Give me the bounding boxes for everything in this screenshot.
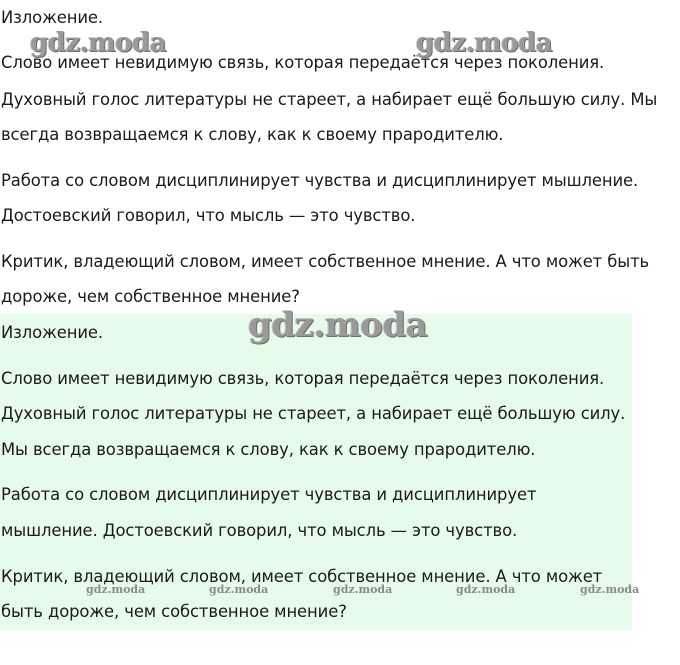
watermark-logo: gdz.moda [30,28,167,58]
text-line: дороже, чем собственное мнение? [1,287,300,306]
text-line: Критик, владеющий словом, имеет собственное мнение. А что может быть [1,252,650,271]
watermark-logo: gdz.moda [209,583,269,596]
text-line: Критик, владеющий словом, имеет собственное мнение. А что может [1,567,603,586]
watermark-logo: gdz.moda [580,583,640,596]
text-line: Слово имеет невидимую связь, которая передаётся через поколения. [1,53,605,72]
watermark-logo: gdz.moda [456,583,516,596]
text-line: всегда возвращаемся к слову, как к своему прародителю. [1,125,504,144]
watermark-logo: gdz.moda [248,305,428,345]
text-line: быть дороже, чем собственное мнение? [1,602,347,621]
text-line: мышление. Достоевский говорил, что мысль — это чувство. [1,521,518,540]
watermark-logo: gdz.moda [416,28,553,58]
text-line: Изложение. [1,8,103,27]
watermark-logo: gdz.moda [333,583,393,596]
text-line: Слово имеет невидимую связь, которая передаётся через поколения. [1,369,605,388]
text-line: Духовный голос литературы не стареет, а набирает ещё большую силу. Мы [1,90,658,109]
text-line: Изложение. [1,323,103,342]
text-line: Достоевский говорил, что мысль — это чувство. [1,206,416,225]
text-line: Мы всегда возвращаемся к слову, как к своему прародителю. [1,440,536,459]
watermark-logo: gdz.moda [86,583,146,596]
text-line: Духовный голос литературы не стареет, а набирает ещё большую силу. [1,404,626,423]
text-line: Работа со словом дисциплинирует чувства и дисциплинирует [1,485,537,504]
text-line: Работа со словом дисциплинирует чувства и дисциплинирует мышление. [1,171,639,190]
